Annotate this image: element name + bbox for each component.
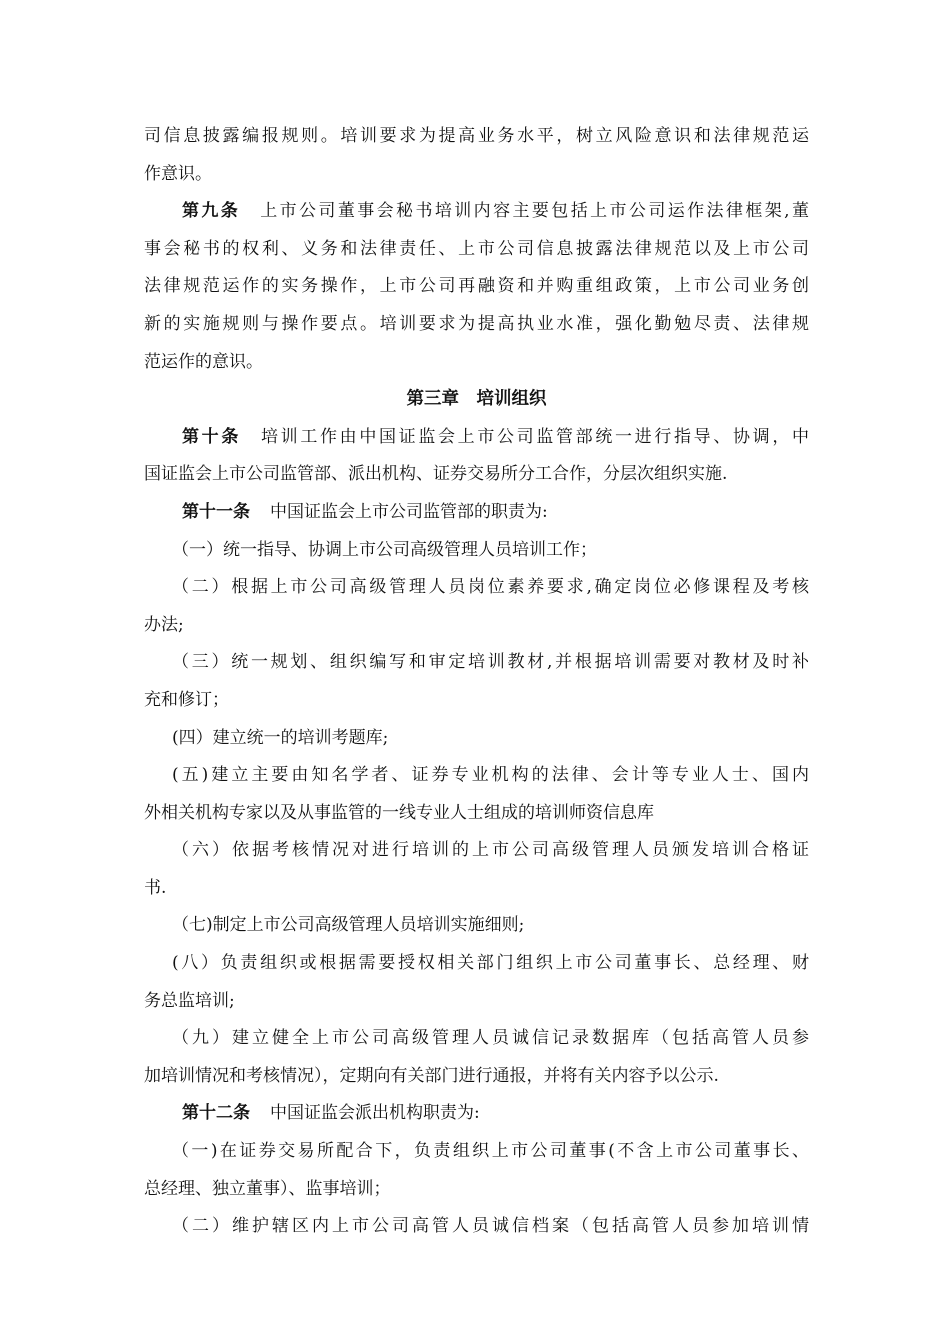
article-10-text: 培训工作由中国证监会上市公司监管部统一进行指导、协调，中 [261, 426, 809, 447]
paragraph-line: 司信息披露编报规则。培训要求为提高业务水平，树立风险意识和法律规范运 [144, 126, 809, 146]
list-item-line: 务总监培训; [144, 990, 235, 1011]
article-11-text: 中国证监会上市公司监管部的职责为: [270, 501, 548, 522]
list-item-line: 外相关机构专家以及从事监管的一线专业人士组成的培训师资信息库 [144, 802, 654, 823]
paragraph-line: 国证监会上市公司监管部、派出机构、证券交易所分工合作，分层次组织实施. [144, 464, 728, 485]
list-item-line: （九）建立健全上市公司高级管理人员诚信记录数据库（包括高管人员参 [172, 1028, 809, 1049]
document-body [144, 118, 809, 1246]
list-item-line: (八）负责组织或根据需要授权相关部门组织上市公司董事长、总经理、财 [172, 953, 809, 974]
article-12-first-line [144, 1095, 809, 1133]
list-item-line: 书. [144, 877, 167, 898]
list-item-line: 办法; [144, 614, 184, 635]
list-item-line: （六）依据考核情况对进行培训的上市公司高级管理人员颁发培训合格证 [172, 840, 809, 861]
article-12-text: 中国证监会派出机构职责为: [270, 1103, 480, 1124]
article-9-text: 上市公司董事会秘书培训内容主要包括上市公司运作法律框架,董 [260, 201, 809, 222]
list-item-line: （一）统一指导、协调上市公司高级管理人员培训工作； [172, 539, 597, 560]
list-item-line: （二）维护辖区内上市公司高管人员诚信档案（包括高管人员参加培训情 [172, 1216, 809, 1237]
chapter-heading: 第三章 培训组织 [406, 389, 547, 410]
list-item-line: （一)在证券交易所配合下，负责组织上市公司董事(不含上市公司董事长、 [172, 1141, 809, 1162]
paragraph-line: 作意识。 [144, 163, 212, 184]
list-item-line: (四）建立统一的培训考题库; [172, 727, 389, 748]
list-item-line: 总经理、独立董事）、监事培训； [144, 1178, 391, 1199]
paragraph-line: 范运作的意识。 [144, 351, 263, 372]
list-item-line: 加培训情况和考核情况），定期向有关部门进行通报，并将有关内容予以公示. [144, 1065, 719, 1086]
article-11-label: 第十一条 [182, 501, 250, 522]
article-11-first-line [144, 494, 809, 532]
article-12-label: 第十二条 [182, 1103, 250, 1124]
paragraph-line: 事会秘书的权利、义务和法律责任、上市公司信息披露法律规范以及上市公司 [144, 238, 809, 259]
list-item-line: (五)建立主要由知名学者、证券专业机构的法律、会计等专业人士、国内 [172, 765, 809, 786]
list-item-line: 充和修订； [144, 689, 229, 710]
article-10-label: 第十条 [182, 426, 241, 447]
article-10-first-line [144, 419, 809, 457]
paragraph-line: 新的实施规则与操作要点。培训要求为提高执业水准，强化勤勉尽责、法律规 [144, 313, 809, 334]
list-item-line: （七)制定上市公司高级管理人员培训实施细则; [172, 915, 525, 936]
article-9-first-line [144, 193, 809, 231]
article-9-label: 第九条 [182, 201, 241, 222]
list-item-line: （三）统一规划、组织编写和审定培训教材,并根据培训需要对教材及时补 [172, 652, 809, 673]
list-item-line: （二）根据上市公司高级管理人员岗位素养要求,确定岗位必修课程及考核 [172, 577, 809, 598]
paragraph-line: 法律规范运作的实务操作，上市公司再融资和并购重组政策，上市公司业务创 [144, 276, 809, 297]
